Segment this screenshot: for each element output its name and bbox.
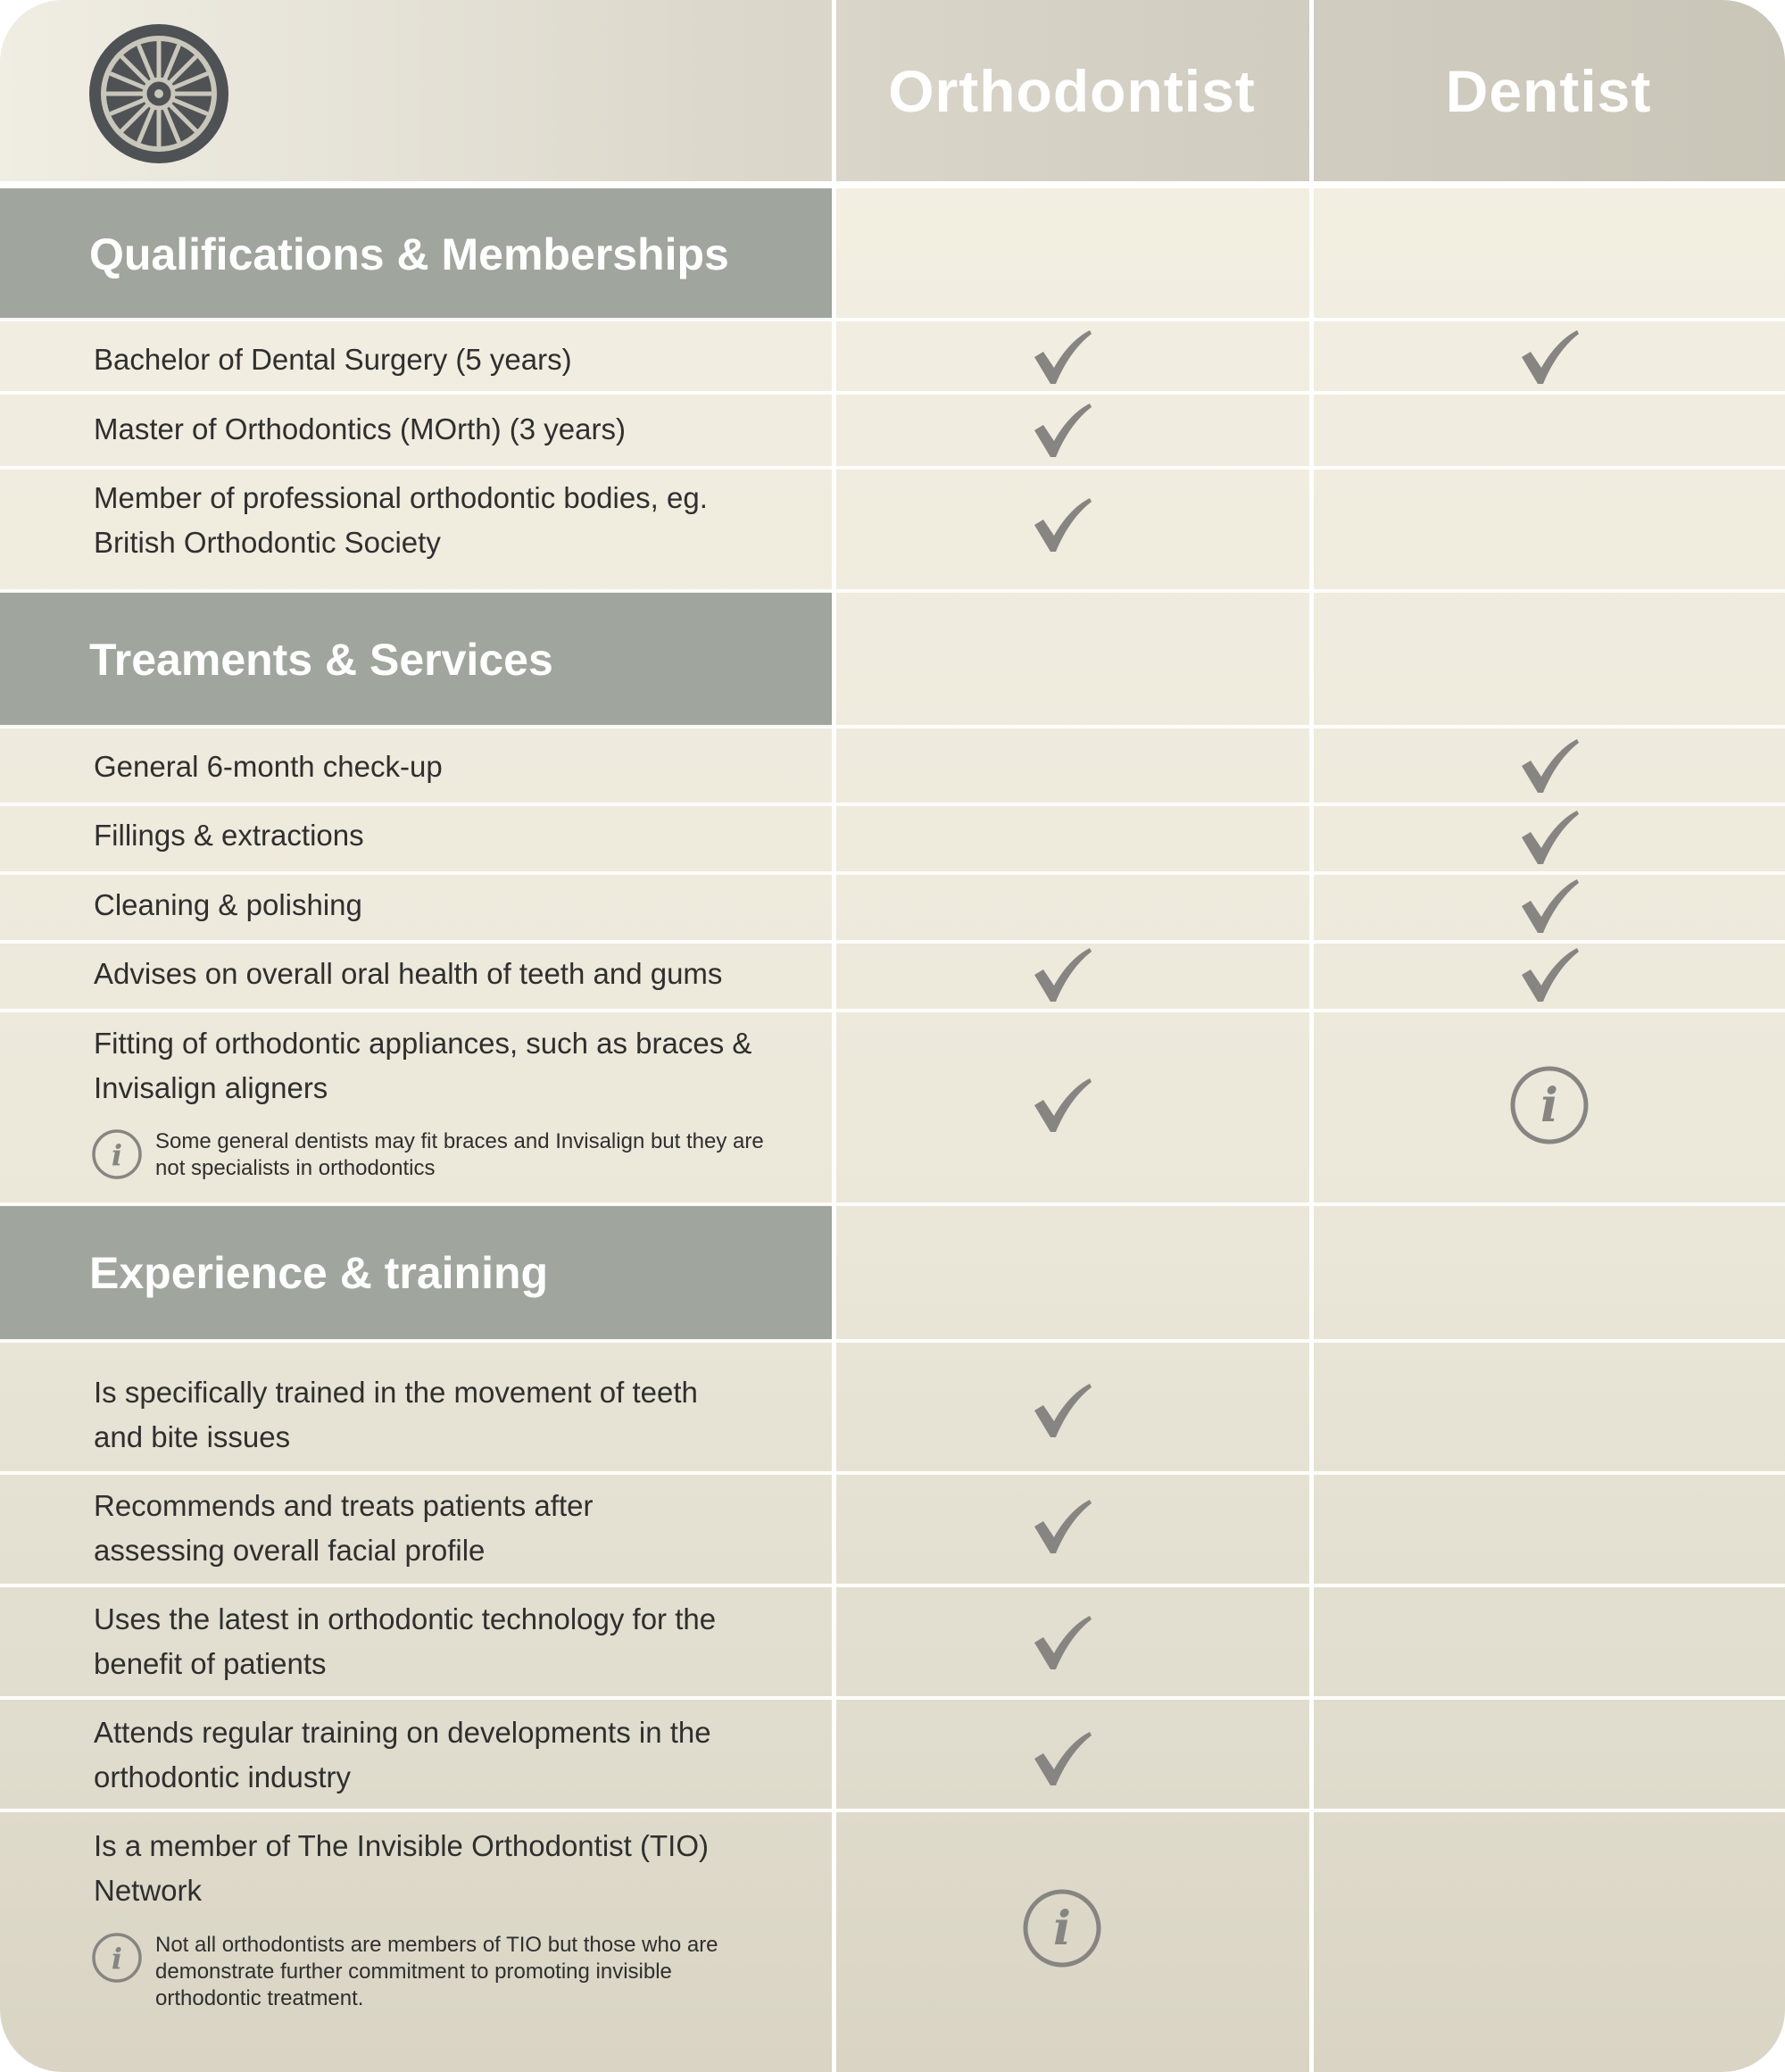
row-label: Is specifically trained in the movement of teeth and bite issues bbox=[94, 1376, 698, 1453]
row-divider bbox=[0, 1696, 1785, 1700]
wheel-icon bbox=[87, 22, 230, 165]
row-label: Member of professional orthodontic bodies, eg. British Orthodontic Society bbox=[94, 481, 708, 559]
section-title: Experience & training bbox=[89, 1247, 549, 1298]
check-icon bbox=[1031, 1382, 1093, 1439]
row-divider bbox=[0, 803, 1785, 806]
note-text: Some general dentists may fit braces and Invisalign but they are not specialists in orthodontics bbox=[155, 1129, 764, 1180]
section-experience bbox=[0, 1205, 832, 1340]
info-note bbox=[91, 1932, 787, 2012]
row-divider bbox=[0, 318, 1785, 321]
check-icon bbox=[1031, 1730, 1093, 1787]
row-label: Bachelor of Dental Surgery (5 years) bbox=[94, 343, 572, 376]
row-label: Fillings & extractions bbox=[94, 819, 364, 852]
row-label: Is a member of The Invisible Orthodontist (TIO) Network bbox=[94, 1829, 709, 1907]
check-icon bbox=[1031, 946, 1093, 1003]
row-divider bbox=[0, 466, 1785, 470]
row-divider bbox=[0, 1471, 1785, 1475]
note-text: Not all orthodontists are members of TIO but those who are demonstrate further commitment to promoting invisible orthodontic treatment. bbox=[155, 1933, 718, 2010]
svg-text:i: i bbox=[111, 1942, 123, 1976]
column-divider bbox=[1309, 0, 1314, 2072]
svg-text:i: i bbox=[111, 1138, 123, 1172]
check-icon bbox=[1518, 878, 1581, 935]
section-title: Treaments & Services bbox=[89, 634, 553, 685]
info-icon bbox=[91, 1128, 143, 1180]
section-qualifications bbox=[0, 188, 832, 320]
info-icon bbox=[1508, 1064, 1590, 1146]
column-header-orthodontist: Orthodontist bbox=[888, 57, 1256, 124]
check-icon bbox=[1031, 1498, 1093, 1555]
row-label: Uses the latest in orthodontic technology for the benefit of patients bbox=[94, 1602, 717, 1680]
section-treatments bbox=[0, 592, 832, 727]
row-divider bbox=[0, 1584, 1785, 1587]
row-divider bbox=[0, 1202, 1785, 1206]
row-label: Fitting of orthodontic appliances, such as braces & Invisalign aligners bbox=[94, 1027, 752, 1104]
row-divider bbox=[0, 940, 1785, 944]
row-divider bbox=[0, 725, 1785, 728]
column-header-dentist: Dentist bbox=[1445, 57, 1652, 124]
info-icon bbox=[91, 1932, 143, 1984]
svg-text:i: i bbox=[1053, 1901, 1071, 1956]
header-divider bbox=[0, 181, 1785, 188]
row-label: Advises on overall oral health of teeth and gums bbox=[94, 957, 723, 990]
column-divider bbox=[832, 0, 836, 2072]
row-divider bbox=[0, 871, 1785, 875]
check-icon bbox=[1518, 809, 1581, 866]
row-divider bbox=[0, 391, 1785, 395]
check-icon bbox=[1031, 402, 1093, 459]
check-icon bbox=[1518, 737, 1581, 795]
row-label: Master of Orthodontics (MOrth) (3 years) bbox=[94, 412, 626, 445]
check-icon bbox=[1031, 329, 1093, 386]
check-icon bbox=[1031, 496, 1093, 553]
row-label: Attends regular training on developments in the orthodontic industry bbox=[94, 1716, 711, 1793]
svg-text:i: i bbox=[1540, 1078, 1558, 1133]
section-title: Qualifications & Memberships bbox=[89, 229, 729, 279]
row-divider bbox=[0, 589, 1785, 593]
row-divider bbox=[0, 1809, 1785, 1812]
check-icon bbox=[1031, 1077, 1093, 1134]
check-icon bbox=[1031, 1614, 1093, 1671]
row-divider bbox=[0, 1339, 1785, 1343]
check-icon bbox=[1518, 329, 1581, 386]
info-icon bbox=[1021, 1887, 1103, 1969]
info-note bbox=[91, 1128, 787, 1182]
row-label: Cleaning & polishing bbox=[94, 888, 362, 921]
row-label: General 6-month check-up bbox=[94, 750, 443, 783]
row-divider bbox=[0, 1009, 1785, 1012]
row-label: Recommends and treats patients after assessing overall facial profile bbox=[94, 1489, 594, 1567]
table-header bbox=[0, 0, 1785, 181]
check-icon bbox=[1518, 946, 1581, 1003]
